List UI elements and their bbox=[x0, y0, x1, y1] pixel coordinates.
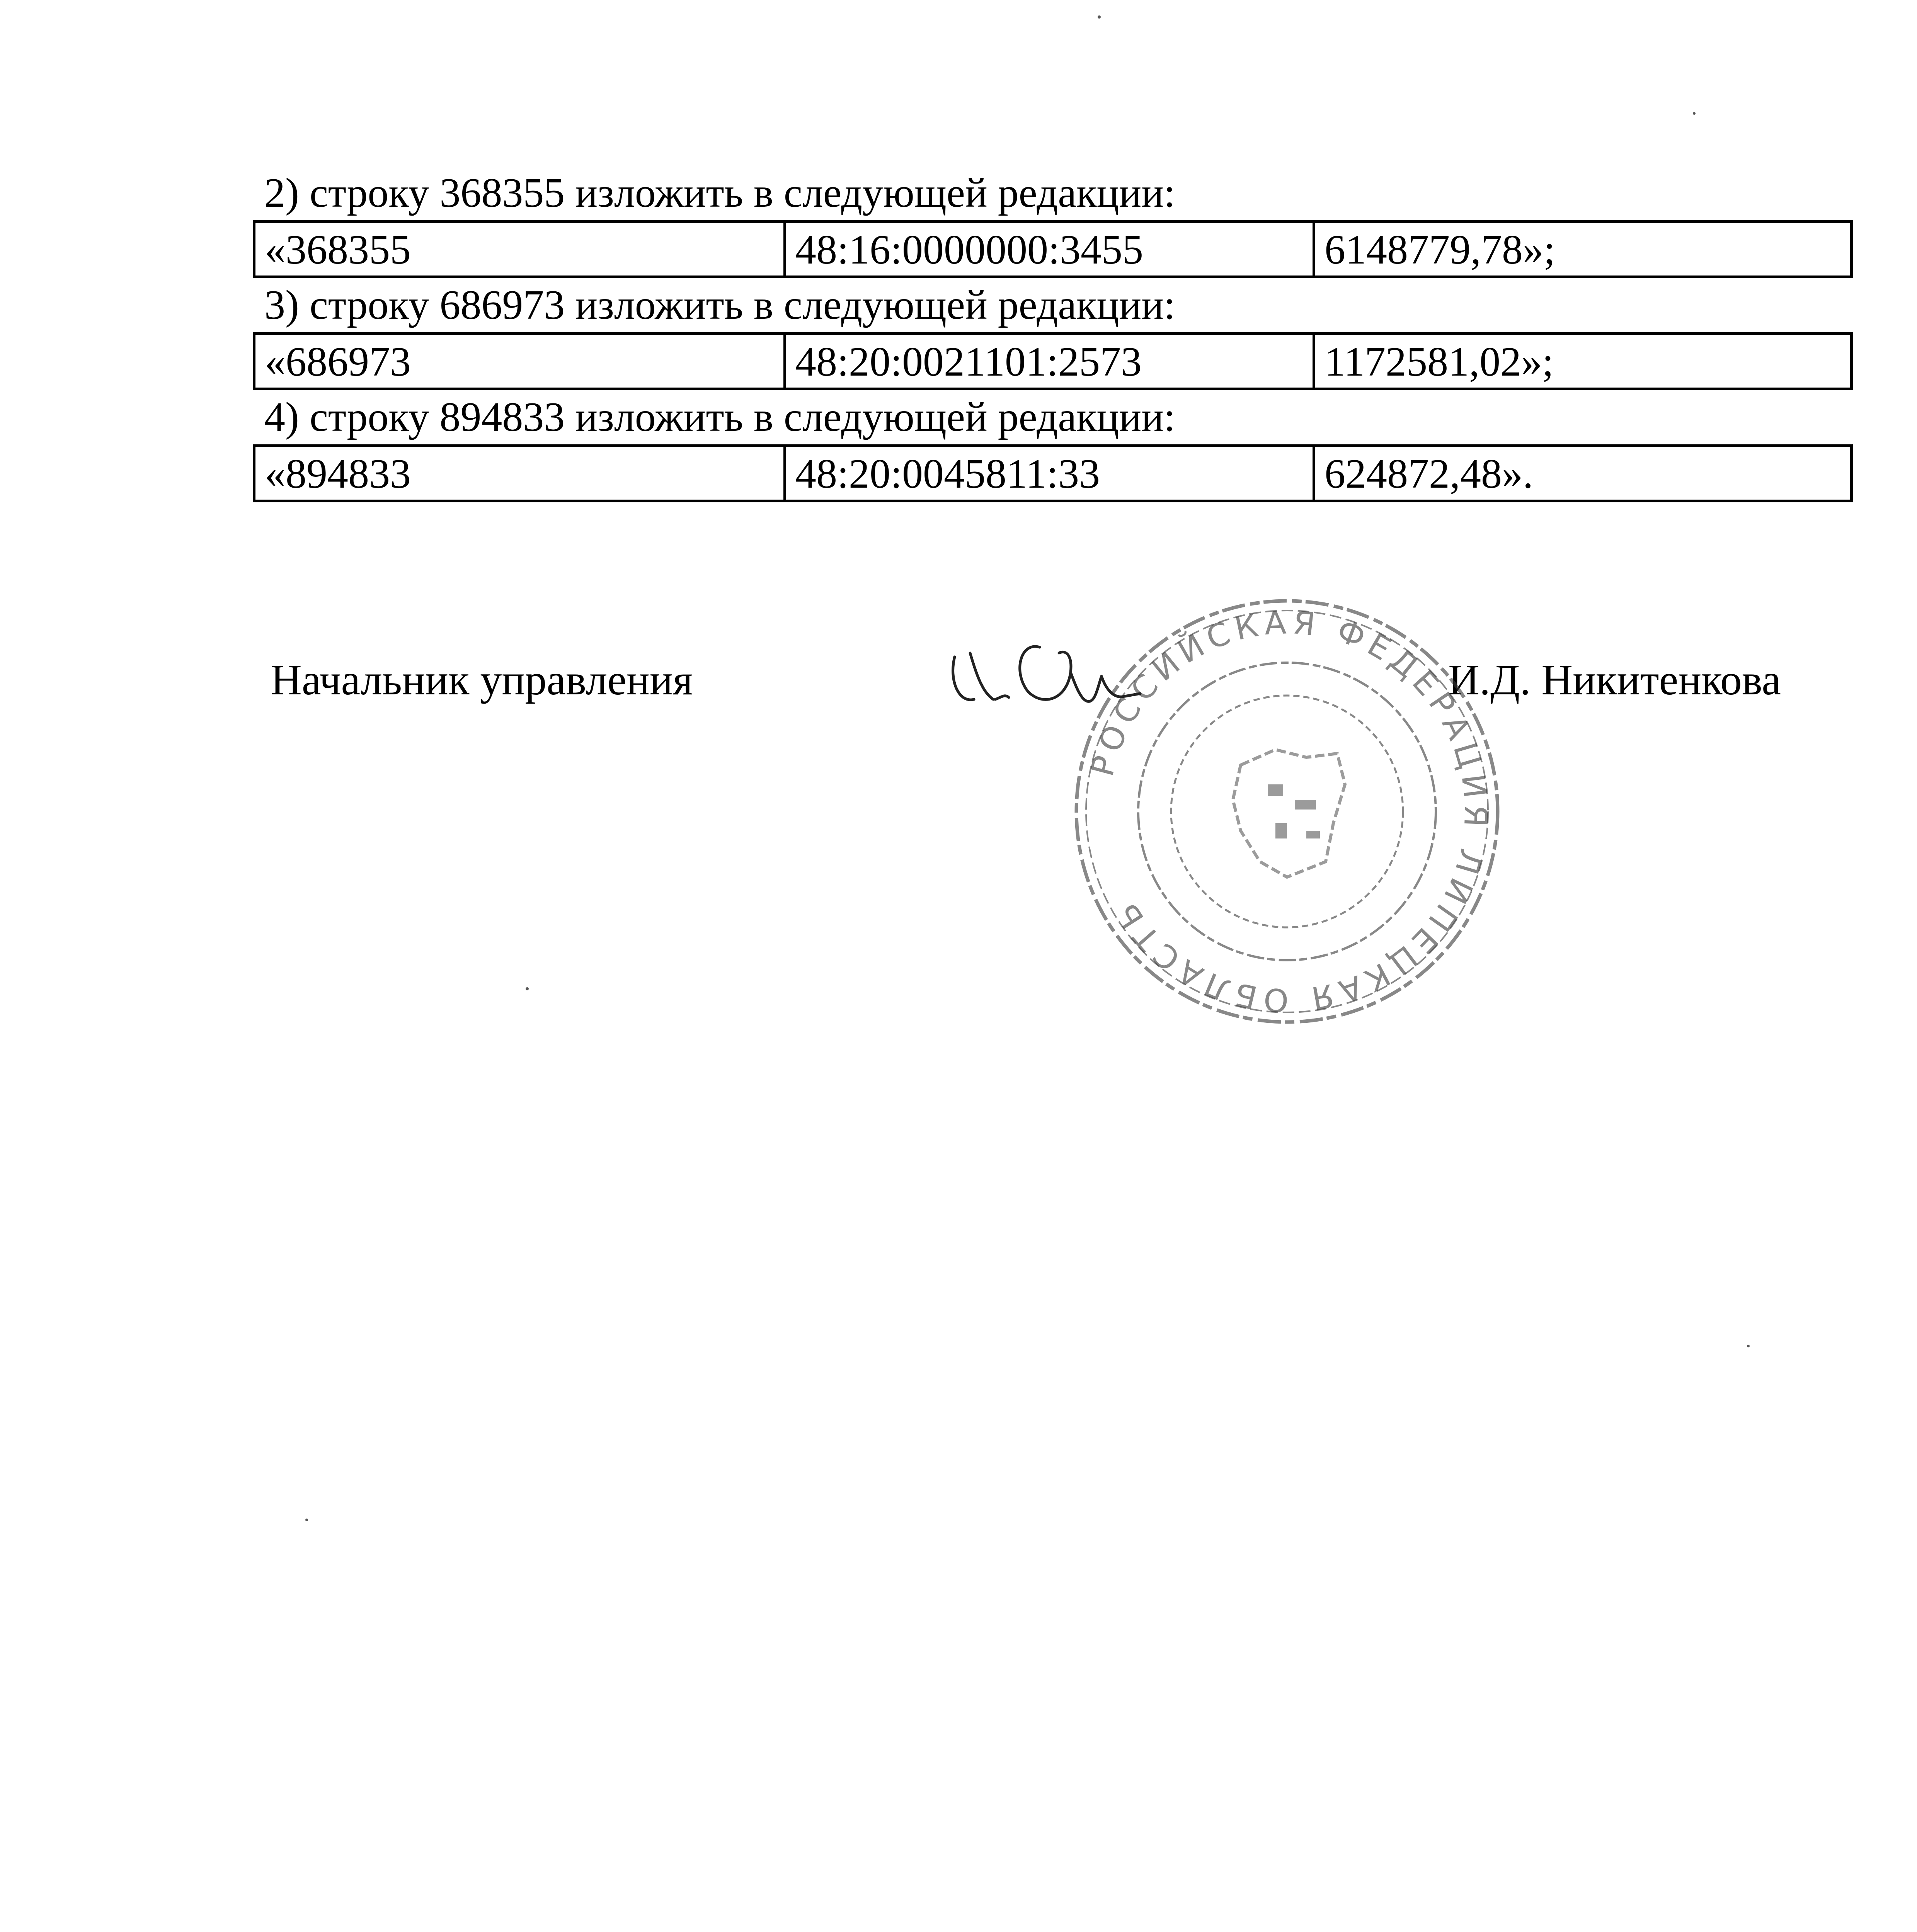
row-number-cell: «686973 bbox=[254, 334, 785, 389]
instruction-line: 2) строку 368355 изложить в следующей редакции: bbox=[264, 170, 1176, 216]
row-number-cell: «894833 bbox=[254, 446, 785, 501]
scan-speck bbox=[305, 1519, 308, 1521]
handwritten-signature bbox=[943, 611, 1144, 726]
value-cell: 1172581,02»; bbox=[1314, 334, 1852, 389]
scan-speck bbox=[526, 987, 529, 990]
table-row bbox=[254, 222, 1852, 277]
scan-speck bbox=[1098, 15, 1101, 19]
instruction-line: 3) строку 686973 изложить в следующей редакции: bbox=[264, 282, 1176, 328]
amendment-table bbox=[253, 332, 1853, 390]
amendments-list bbox=[253, 166, 1814, 502]
amendment-table bbox=[253, 220, 1853, 278]
cadastral-number-cell: 48:16:0000000:3455 bbox=[785, 222, 1314, 277]
cadastral-number-cell: 48:20:0021101:2573 bbox=[785, 334, 1314, 389]
svg-text:РОССИЙСКАЯ ФЕДЕРАЦИЯ ЛИПЕЦКАЯ bbox=[1084, 604, 1494, 1019]
scan-speck bbox=[1747, 1345, 1750, 1347]
scan-speck bbox=[1693, 112, 1696, 115]
instruction-line: 4) строку 894833 изложить в следующей редакции: bbox=[264, 394, 1176, 440]
table-row bbox=[254, 334, 1852, 389]
table-row bbox=[254, 446, 1852, 501]
value-cell: 6148779,78»; bbox=[1314, 222, 1852, 277]
row-number-cell: «368355 bbox=[254, 222, 785, 277]
amendment-table bbox=[253, 444, 1853, 502]
value-cell: 624872,48». bbox=[1314, 446, 1852, 501]
signer-position: Начальник управления bbox=[271, 656, 693, 704]
cadastral-number-cell: 48:20:0045811:33 bbox=[785, 446, 1314, 501]
signer-name: И.Д. Никитенкова bbox=[1448, 656, 1781, 704]
seal-text: РОССИЙСКАЯ ФЕДЕРАЦИЯ ЛИПЕЦКАЯ ОБЛАСТЬ bbox=[1084, 604, 1494, 1019]
